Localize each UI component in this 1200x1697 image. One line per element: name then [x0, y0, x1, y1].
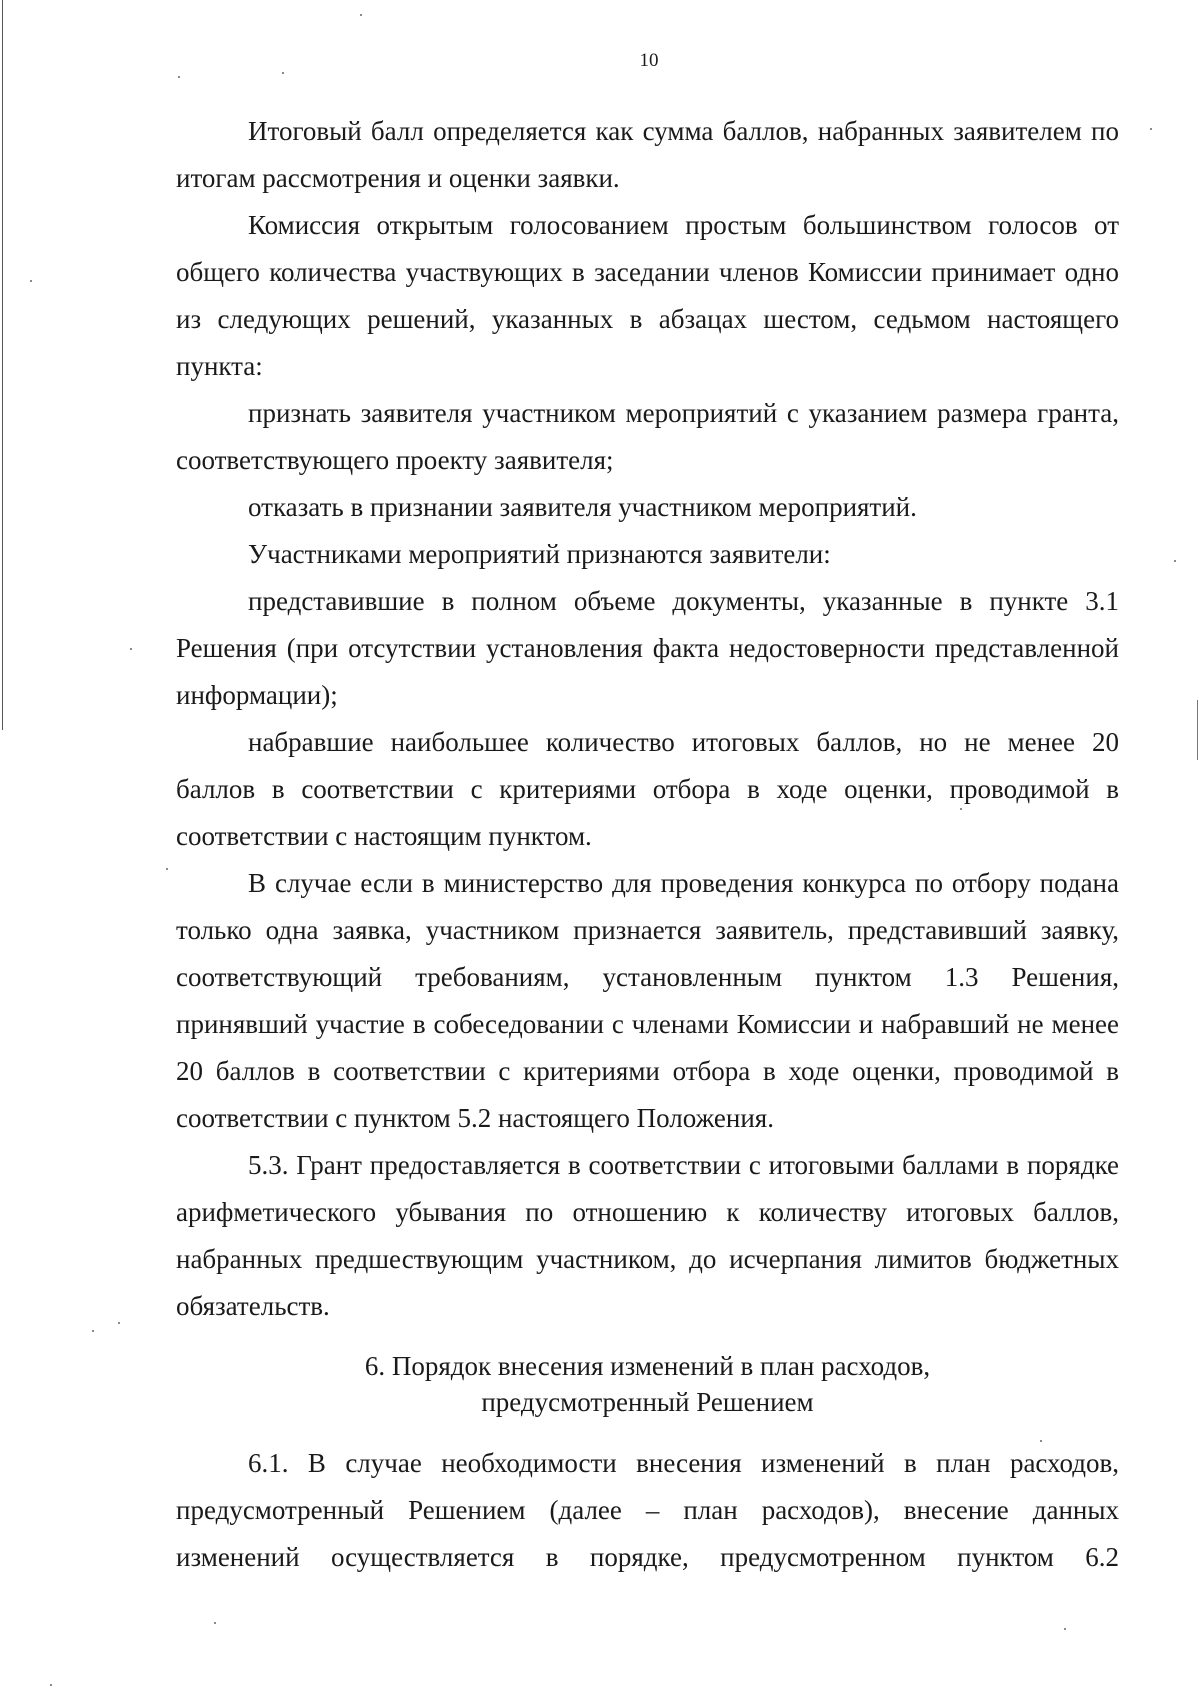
section-heading-line1: 6. Порядок внесения изменений в план расходов, [364, 1351, 931, 1381]
page-number: 10 [639, 50, 659, 71]
paragraph-single-application: В случае если в министерство для проведения конкурса по отбору подана только одна заявка, участником признается заявитель, представивший заявку, соответствующий требованиям, установленным пунктом 1.3 Решения, принявший участие в собеседовании с членами Комиссии и набравший не менее 20 баллов в соответствии с критериями отбора в ходе оценки, проводимой в соответствии с пунктом 5.2 настоящего Положения. [176, 868, 1119, 1133]
scan-speck [92, 1330, 94, 1332]
scan-speck [130, 648, 132, 650]
scan-speck [960, 808, 962, 810]
scan-speck [1064, 1628, 1066, 1630]
scan-speck [282, 72, 284, 74]
scan-speck [360, 14, 362, 16]
section-heading-line2: предусмотренный Решением [481, 1387, 814, 1417]
paragraph-6-1: 6.1. В случае необходимости внесения изменений в план расходов, предусмотренный Решением (далее – план расходов), внесение данных изменений осуществляется в порядке, предусмотренном пунктом 6.2 [176, 1448, 1119, 1572]
scan-speck [1040, 1440, 1042, 1442]
paragraph-refuse-recognition: отказать в признании заявителя участником мероприятий. [248, 492, 917, 522]
paragraph-highest-score: набравшие наибольшее количество итоговых баллов, но не менее 20 баллов в соответствии с критериями отбора в ходе оценки, проводимой в соответствии с настоящим пунктом. [176, 727, 1119, 851]
scan-speck [50, 1684, 52, 1686]
scan-speck [30, 280, 32, 282]
scan-speck [166, 868, 168, 870]
paragraph-commission-decision: Комиссия открытым голосованием простым большинством голосов от общего количества участвующих в заседании членов Комиссии принимает одно из следующих решений, указанных в абзацах шестом, седьмом настоящего пункта: [176, 210, 1119, 381]
paragraph-submitted-documents: представившие в полном объеме документы, указанные в пункте 3.1 Решения (при отсутствии установления факта недостоверности представленной информации); [176, 586, 1119, 710]
scan-speck [118, 1322, 120, 1324]
paragraph-5-3-grant: 5.3. Грант предоставляется в соответствии с итоговыми баллами в порядке арифметического убывания по отношению к количеству итоговых баллов, набранных предшествующим участником, до исчерпания лимитов бюджетных обязательств. [176, 1150, 1119, 1321]
document-body [176, 108, 1119, 1581]
scan-speck [214, 1622, 216, 1624]
scan-speck [1150, 128, 1152, 130]
paragraph-recognize-participant: признать заявителя участником мероприятий с указанием размера гранта, соответствующего проекту заявителя; [176, 398, 1119, 475]
scan-edge-mark [1197, 700, 1198, 760]
paragraph-participants-recognized: Участниками мероприятий признаются заявители: [248, 539, 831, 569]
paragraph-final-score: Итоговый балл определяется как сумма баллов, набранных заявителем по итогам рассмотрения и оценки заявки. [176, 116, 1119, 193]
scan-edge-line [2, 0, 3, 730]
scan-speck [178, 76, 180, 78]
section-heading [176, 1348, 1119, 1420]
scan-speck [1174, 560, 1176, 562]
